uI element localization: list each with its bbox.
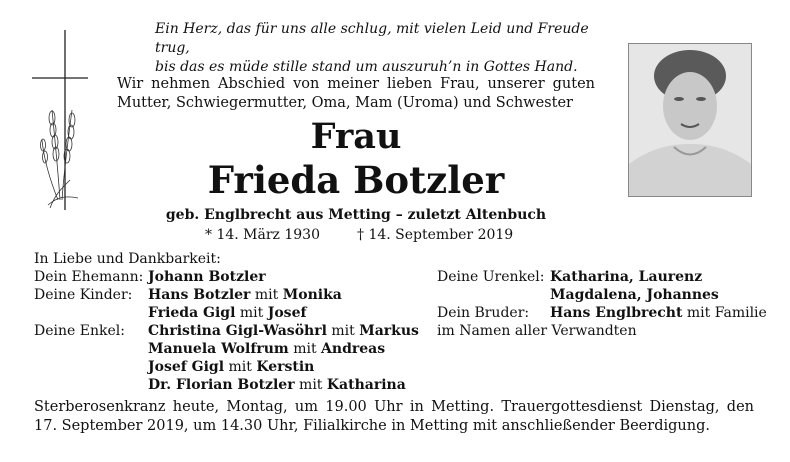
funeral-announcement: Sterberosenkranz heute, Montag, um 19.00 Uhr in Metting. Trauergottesdienst Dienstag, den 17. September 2019, um 14.30 Uhr, Filialkirche in Metting mit anschließender Beerdigung. bbox=[34, 399, 754, 434]
list-item: Frieda Gigl mit Josef bbox=[148, 305, 307, 321]
quote-line: bis das es müde stille stand um auszuruh’n in Gottes Hand. bbox=[155, 59, 578, 75]
portrait-photo bbox=[628, 43, 752, 197]
list-item: Josef Gigl mit Kerstin bbox=[148, 359, 315, 375]
great-grandchildren-names: Katharina, Laurenz bbox=[550, 269, 703, 285]
list-item: Manuela Wolfrum mit Andreas bbox=[148, 341, 386, 357]
thanks-heading: In Liebe und Dankbarkeit: bbox=[34, 251, 221, 267]
intro-line: Mutter, Schwiegermutter, Oma, Mam (Uroma) und Schwester bbox=[117, 95, 573, 111]
quote-line: Ein Herz, das für uns alle schlug, mit vielen Leid und Freude trug, bbox=[155, 21, 589, 56]
husband-label: Dein Ehemann: bbox=[34, 269, 144, 285]
brother-label: Dein Bruder: bbox=[437, 305, 530, 321]
cross-with-wheat-icon bbox=[30, 30, 90, 210]
family-left bbox=[34, 268, 434, 394]
family-right bbox=[437, 268, 777, 340]
great-grandchildren-names: Magdalena, Johannes bbox=[550, 287, 719, 303]
deceased-name: Frieda Botzler bbox=[207, 158, 505, 202]
husband-name: Johann Botzler bbox=[148, 269, 266, 285]
deceased-origin: geb. Englbrecht aus Metting – zuletzt Altenbuch bbox=[165, 207, 547, 223]
birth-date: * 14. März 1930 bbox=[205, 227, 320, 243]
list-item: Hans Botzler mit Monika bbox=[148, 287, 342, 303]
intro-line: Wir nehmen Abschied von meiner lieben Frau, unserer guten bbox=[117, 76, 595, 92]
relatives-line: im Namen aller Verwandten bbox=[437, 323, 637, 339]
children-label: Deine Kinder: bbox=[34, 287, 133, 303]
memorial-quote bbox=[155, 20, 625, 77]
death-date: † 14. September 2019 bbox=[357, 227, 514, 243]
grandchildren-label: Deine Enkel: bbox=[34, 323, 125, 339]
list-item: Christina Gigl-Wasöhrl mit Markus bbox=[148, 323, 419, 339]
farewell-intro bbox=[117, 75, 595, 113]
great-grandchildren-label: Deine Urenkel: bbox=[437, 269, 545, 285]
salutation: Frau bbox=[310, 116, 402, 157]
brother-name: Hans Englbrecht mit Familie bbox=[550, 305, 767, 321]
list-item: Dr. Florian Botzler mit Katharina bbox=[148, 377, 406, 393]
